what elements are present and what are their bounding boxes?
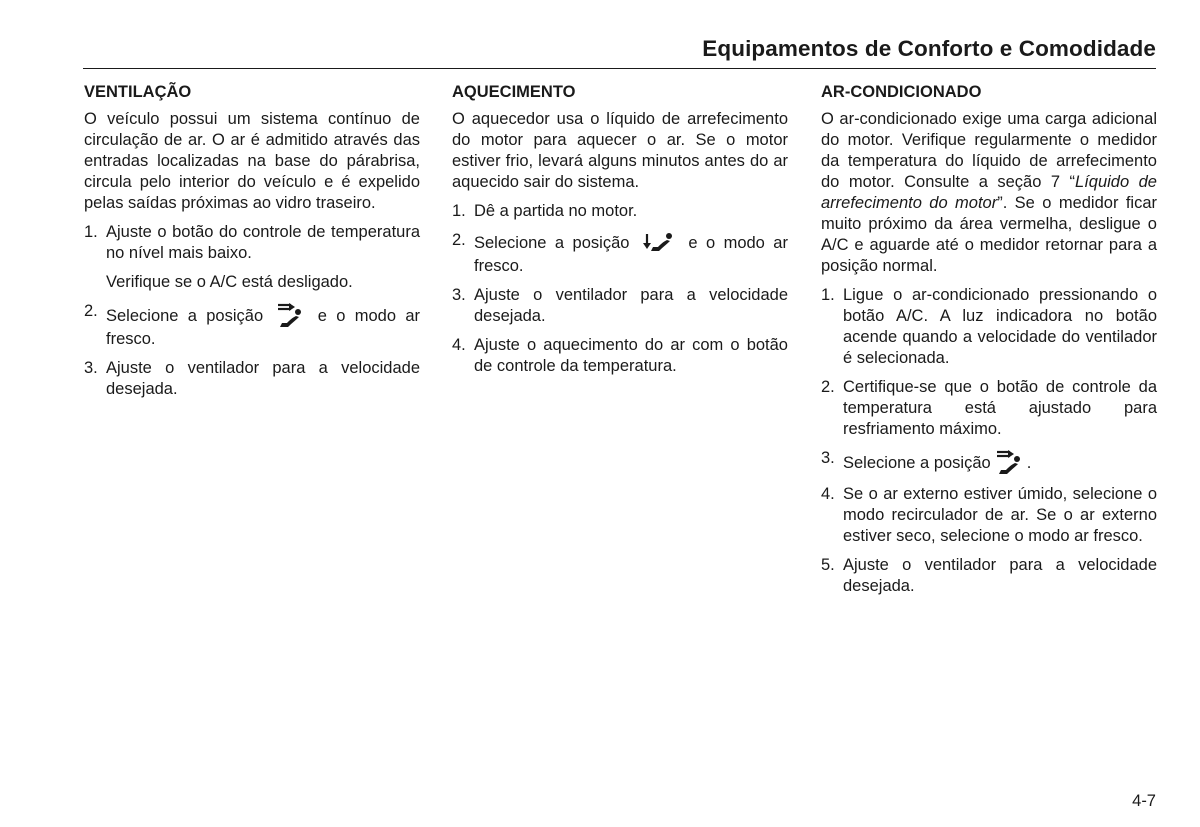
- list-item: [452, 335, 788, 377]
- face-vent-icon: [276, 301, 304, 329]
- step-text: Certifique-se que o botão de controle da temperatura está ajustado para resfriamento máximo.: [843, 378, 1157, 438]
- face-vent-icon: [995, 448, 1023, 476]
- list-item: [821, 377, 1157, 440]
- step-text: Selecione a posição: [843, 454, 991, 472]
- section-aquecimento: [452, 82, 788, 385]
- section-intro: [821, 109, 1157, 277]
- step-number: 5.: [821, 556, 835, 574]
- step-note: Verifique se o A/C está desligado.: [106, 273, 353, 291]
- step-text: Ajuste o ventilador para a velocidade desejada.: [106, 359, 420, 398]
- step-number: 2.: [821, 378, 835, 396]
- step-number: 3.: [821, 449, 835, 467]
- section-ventilacao: [84, 82, 420, 408]
- section-heading: AQUECIMENTO: [452, 83, 576, 101]
- step-number: 4.: [821, 485, 835, 503]
- step-text: Ajuste o botão do controle de temperatura no nível mais baixo.: [106, 223, 420, 262]
- page-number: 4-7: [1132, 792, 1156, 810]
- list-item: [821, 448, 1157, 476]
- list-item: [84, 358, 420, 400]
- step-text: Selecione a posição: [474, 234, 630, 252]
- list-item: [821, 285, 1157, 369]
- step-text: Se o ar externo estiver úmido, selecione o modo recirculador de ar. Se o ar externo estiver seco, selecione o modo ar fresco.: [843, 485, 1157, 545]
- step-number: 3.: [84, 359, 98, 377]
- list-item: [84, 301, 420, 350]
- list-item: [821, 555, 1157, 597]
- step-text: e o modo ar fresco.: [474, 234, 788, 275]
- list-item: [452, 201, 788, 222]
- floor-vent-icon: [642, 230, 676, 256]
- header-divider: [83, 68, 1156, 69]
- steps-list: [821, 285, 1157, 597]
- list-item: [84, 222, 420, 293]
- step-text: Ligue o ar-condicionado pressionando o botão A/C. A luz indicadora no botão acende quando a velocidade do ventilador é selecionada.: [843, 286, 1157, 367]
- step-text: Ajuste o aquecimento do ar com o botão de controle da temperatura.: [474, 336, 788, 375]
- step-number: 1.: [84, 223, 98, 241]
- step-text: Ajuste o ventilador para a velocidade desejada.: [474, 286, 788, 325]
- list-item: [452, 230, 788, 277]
- section-heading: VENTILAÇÃO: [84, 83, 192, 101]
- intro-text: O ar-condicionado exige uma carga adicional do motor. Verifique regularmente o medidor da temperatura do líquido de arrefecimento do motor. Consulte a seção 7 “: [821, 110, 1157, 191]
- step-number: 4.: [452, 336, 466, 354]
- step-number: 1.: [452, 202, 466, 220]
- intro-text: ”. Se o medidor ficar muito próximo da área vermelha, desligue o A/C e aguarde até o medidor retornar para a posição normal.: [821, 194, 1157, 275]
- intro-reference: Líquido de arrefecimento do motor: [821, 173, 1157, 212]
- steps-list: [84, 222, 420, 400]
- step-number: 3.: [452, 286, 466, 304]
- section-intro: O aquecedor usa o líquido de arrefecimento do motor para aquecer o ar. Se o motor estiver frio, levará alguns minutos antes do ar aquecido sair do sistema.: [452, 110, 788, 191]
- section-intro: O veículo possui um sistema contínuo de circulação de ar. O ar é admitido através das entradas localizadas na base do párabrisa, circula pelo interior do veículo e é expelido pelas saídas próximas ao vidro traseiro.: [84, 110, 420, 212]
- steps-list: [452, 201, 788, 377]
- step-text: e o modo ar fresco.: [106, 307, 420, 348]
- section-heading: AR-CONDICIONADO: [821, 83, 982, 101]
- step-text: Selecione a posição: [106, 307, 264, 325]
- step-text: Ajuste o ventilador para a velocidade desejada.: [843, 556, 1157, 595]
- step-number: 2.: [452, 231, 466, 249]
- page-title: Equipamentos de Conforto e Comodidade: [702, 36, 1156, 61]
- list-item: [821, 484, 1157, 547]
- step-text: Dê a partida no motor.: [474, 202, 638, 220]
- step-number: 2.: [84, 302, 98, 320]
- step-text: .: [1026, 454, 1032, 472]
- step-number: 1.: [821, 286, 835, 304]
- section-ar-condicionado: [821, 82, 1157, 605]
- list-item: [452, 285, 788, 327]
